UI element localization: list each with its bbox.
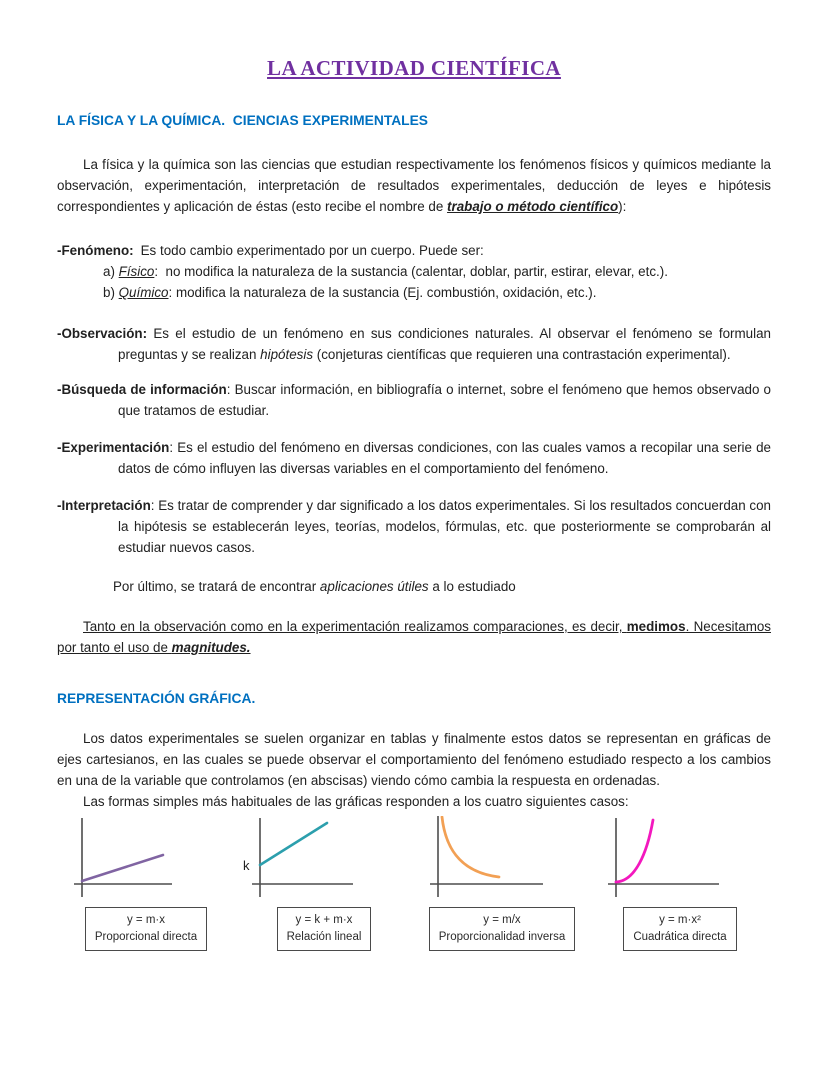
graph-parabola [591,816,751,904]
paragraph-graficas: Los datos experimentales se suelen organizar en tablas y finalmente estos datos se representan en gráficas de ejes cartesianos, en las cuales se puede observar el comportamiento del fenómeno estudiado respecto a los cambios en una de la variable que controlamos (en abscisas) viendo cómo cambia la respuesta en ordenadas. [57,731,771,788]
chart-proporcionalidad-inversa [413,816,591,951]
fenomeno-item-fisico [103,261,771,282]
graph-name: Proporcionalidad inversa [438,931,566,943]
section-heading-ciencias-experimentales: LA FÍSICA Y LA QUÍMICA. CIENCIAS EXPERIMENTALES [57,113,429,128]
fenomeno-line [57,240,771,261]
chart-proporcional-directa [57,816,235,951]
medimos-mid: . Necesitamos por tanto el uso de [57,619,771,655]
paragraph-intro [57,154,771,217]
observacion-text: Es el estudio de un fenómeno en sus condiciones naturales. Al observar el fenómeno se formulan preguntas y se realizan [118,326,771,362]
intro-text: La física y la química son las ciencias que estudian respectivamente los fenómenos físicos y químicos mediante la observación, experimentación, interpretación de resultados experimentales, deducción de leyes e hipótesis correspondientes y aplicación de éstas (esto recibe el nombre de [57,157,771,214]
emphasis-medimos: medimos [626,619,686,634]
data-line [82,855,163,881]
item-a-prefix: a) [103,264,119,279]
item-b-text: : modifica la naturaleza de la sustancia (Ej. combustión, oxidación, etc.). [168,285,597,300]
experimentacion-text: : Es el estudio del fenómeno en diversas condiciones, con las cuales vamos a recopilar una serie de datos de cómo influyen las diversas variables en el comportamiento del fenómeno. [118,440,771,476]
graph-formula: y = m·x [126,914,165,926]
data-curve [442,817,499,877]
k-intercept-label: k [243,858,250,873]
graph-linear-origin [57,816,217,904]
item-a-text: : no modifica la naturaleza de la sustancia (calentar, doblar, partir, estirar, elevar, etc.). [154,264,668,279]
term-experimentacion: -Experimentación [57,440,170,455]
chart-relacion-lineal [235,816,413,951]
medimos-text: Tanto en la observación como en la experimentación realizamos comparaciones, es decir, [83,619,627,634]
porultimo-text: Por último, se tratará de encontrar [113,579,320,594]
fenomeno-desc: Es todo cambio experimentado por un cuerpo. Puede ser: [140,243,484,258]
term-quimico: Químico [118,285,169,300]
term-busqueda: -Búsqueda de información [57,382,227,397]
graph-formula: y = m·x² [659,914,701,926]
term-observacion: -Observación: [57,326,148,341]
chart-cuadratica-directa [591,816,769,951]
paragraph-medimos [57,616,771,658]
definition-fenomeno [57,240,771,303]
busqueda-text: : Buscar información, en bibliografía o internet, sobre el fenómeno que hemos observado o que tratamos de estudiar. [118,382,772,418]
item-b-prefix: b) [103,285,119,300]
fenomeno-item-quimico [103,282,771,303]
graph-label-box [277,907,372,951]
graph-label-box [85,907,207,951]
graph-formula: y = k + m·x [295,914,353,926]
paragraph-formas-simples: Las formas simples más habituales de las gráficas responden a los cuatro siguientes casos: [83,794,629,809]
observacion-closing: (conjeturas científicas que requieren una contrastación experimental). [313,347,731,362]
graph-name: Relación lineal [286,931,362,943]
graph-label-box [429,907,576,951]
emphasis-hipotesis: hipótesis [260,347,314,362]
definition-observacion [57,323,771,365]
graph-label-box [623,907,736,951]
paragraph-por-ultimo [113,576,771,597]
data-curve [616,820,653,882]
graph-hyperbola [413,816,573,904]
graph-formula: y = m/x [483,914,521,926]
term-fisico: Físico [118,264,155,279]
section-heading-representacion-grafica: REPRESENTACIÓN GRÁFICA. [57,691,256,706]
intro-emphasis-metodo-cientifico: trabajo o método científico [447,199,619,214]
definition-experimentacion [57,437,771,479]
intro-closing: ): [618,199,627,214]
emphasis-aplicaciones-utiles: aplicaciones útiles [319,579,429,594]
graph-name: Proporcional directa [94,931,198,943]
charts-row [57,816,771,951]
graph-linear-intercept [235,816,395,904]
graph-name: Cuadrática directa [633,931,727,943]
emphasis-magnitudes: magnitudes. [171,640,251,655]
fenomeno-items [103,261,771,303]
definition-interpretacion [57,495,771,558]
porultimo-closing: a lo estudiado [428,579,516,594]
interpretacion-text: : Es tratar de comprender y dar significado a los datos experimentales. Si los resultados concuerdan con la hipótesis se establecerán leyes, teorías, modelos, fórmulas, etc. que posteriormente se comprobarán al estudiar nuevos casos. [118,498,771,555]
term-interpretacion: -Interpretación [57,498,151,513]
data-line [260,823,327,865]
term-fenomeno: -Fenómeno: [57,243,134,258]
document-title: LA ACTIVIDAD CIENTÍFICA [267,56,561,80]
definition-busqueda [57,379,771,421]
